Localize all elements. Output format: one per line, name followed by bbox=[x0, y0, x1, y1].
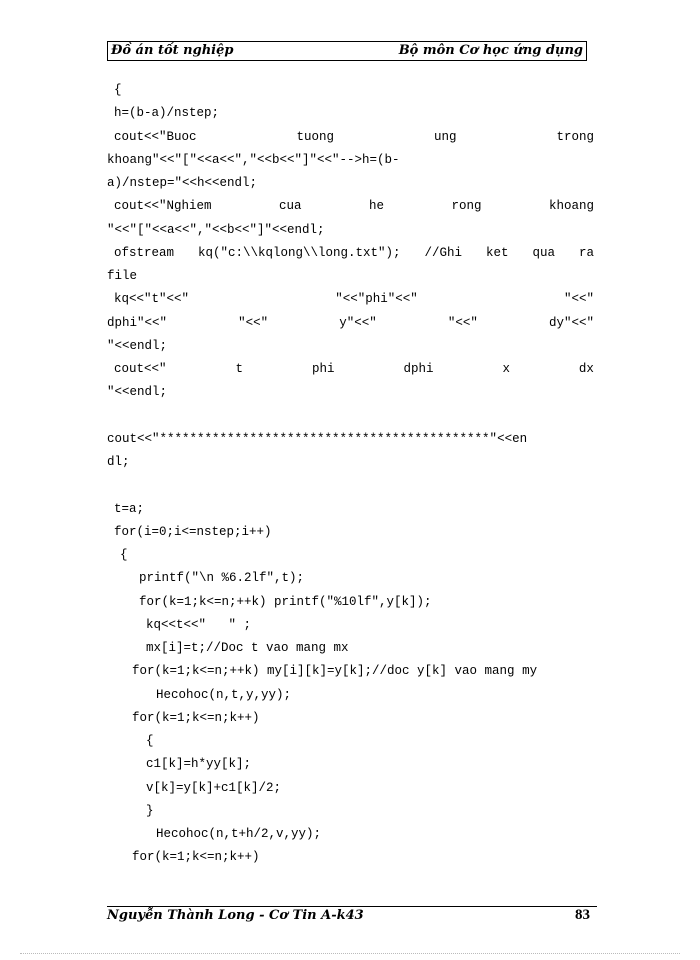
code-line bbox=[114, 289, 594, 309]
code-line: } bbox=[146, 804, 154, 818]
code-token: "<<" bbox=[238, 316, 269, 330]
code-token: ofstream bbox=[114, 246, 175, 260]
code-token: dx bbox=[578, 362, 594, 376]
code-token: cout<<"Nghiem bbox=[114, 199, 212, 213]
footer-author: Nguyễn Thành Long - Cơ Tin A-k43 bbox=[107, 908, 364, 923]
code-line: { bbox=[120, 548, 128, 562]
code-token: kq("c:\\kqlong\\long.txt"); bbox=[197, 246, 401, 260]
code-line bbox=[114, 243, 594, 263]
code-line: kq<<t<<" " ; bbox=[146, 618, 252, 632]
code-line: "<<endl; bbox=[107, 339, 168, 353]
code-line: "<<endl; bbox=[107, 385, 168, 399]
code-token: t bbox=[235, 362, 243, 376]
code-line bbox=[107, 313, 594, 333]
code-token: khoang bbox=[548, 199, 594, 213]
code-line: c1[k]=h*yy[k]; bbox=[146, 757, 252, 771]
code-line: Hecohoc(n,t+h/2,v,yy); bbox=[156, 827, 322, 841]
code-token: dy"<<" bbox=[548, 316, 594, 330]
code-line: for(k=1;k<=n;k++) bbox=[132, 711, 260, 725]
code-token: "<<" bbox=[447, 316, 478, 330]
page-number: 83 bbox=[575, 907, 590, 923]
code-line bbox=[114, 127, 594, 147]
header-title-right: Bộ môn Cơ học ứng dụng bbox=[398, 43, 583, 58]
code-line: dl; bbox=[107, 455, 130, 469]
code-line: h=(b-a)/nstep; bbox=[114, 106, 220, 120]
code-token: dphi bbox=[403, 362, 434, 376]
code-line: cout<<"********************************************"<<en bbox=[107, 432, 528, 446]
code-line: a)/nstep="<<h<<endl; bbox=[107, 176, 258, 190]
code-line: for(k=1;k<=n;++k) my[i][k]=y[k];//doc y[k] vao mang my bbox=[132, 664, 538, 678]
code-line: for(k=1;k<=n;++k) printf("%10lf",y[k]); bbox=[139, 595, 432, 609]
code-token: y"<<" bbox=[339, 316, 377, 330]
code-token: cout<<" bbox=[114, 362, 167, 376]
code-token: "<<"phi"<<" bbox=[335, 292, 418, 306]
code-token: he bbox=[368, 199, 384, 213]
code-token: phi bbox=[311, 362, 335, 376]
code-token: kq<<"t"<<" bbox=[114, 292, 190, 306]
code-token: //Ghi bbox=[424, 246, 463, 260]
code-line: mx[i]=t;//Doc t vao mang mx bbox=[146, 641, 349, 655]
code-token: ket bbox=[485, 246, 509, 260]
code-line: for(i=0;i<=nstep;i++) bbox=[114, 525, 272, 539]
code-line: { bbox=[146, 734, 154, 748]
code-token: cout<<"Buoc bbox=[114, 130, 197, 144]
header-title-left: Đồ án tốt nghiệp bbox=[111, 43, 234, 58]
code-line: "<<"["<<a<<","<<b<<"]"<<endl; bbox=[107, 223, 325, 237]
footer-divider bbox=[107, 906, 597, 907]
code-line: khoang"<<"["<<a<<","<<b<<"]"<<"-->h=(b- bbox=[107, 153, 400, 167]
code-token: tuong bbox=[296, 130, 334, 144]
code-line: { bbox=[114, 83, 122, 97]
code-line: file bbox=[107, 269, 138, 283]
page-bottom-border bbox=[20, 953, 680, 954]
code-line: printf("\n %6.2lf",t); bbox=[139, 571, 305, 585]
code-token: ung bbox=[433, 130, 457, 144]
code-line: for(k=1;k<=n;k++) bbox=[132, 850, 260, 864]
code-line: t=a; bbox=[114, 502, 145, 516]
code-token: ra bbox=[578, 246, 594, 260]
code-token: "<<" bbox=[563, 292, 594, 306]
code-token: dphi"<<" bbox=[107, 316, 168, 330]
code-token: trong bbox=[556, 130, 594, 144]
code-token: cua bbox=[279, 199, 302, 213]
code-line bbox=[114, 196, 594, 216]
code-line: Hecohoc(n,t,y,yy); bbox=[156, 688, 292, 702]
code-line bbox=[114, 359, 594, 379]
code-token: x bbox=[502, 362, 510, 376]
code-token: qua bbox=[532, 246, 555, 260]
code-line: v[k]=y[k]+c1[k]/2; bbox=[146, 781, 282, 795]
page-header bbox=[107, 41, 587, 61]
code-token: rong bbox=[451, 199, 482, 213]
